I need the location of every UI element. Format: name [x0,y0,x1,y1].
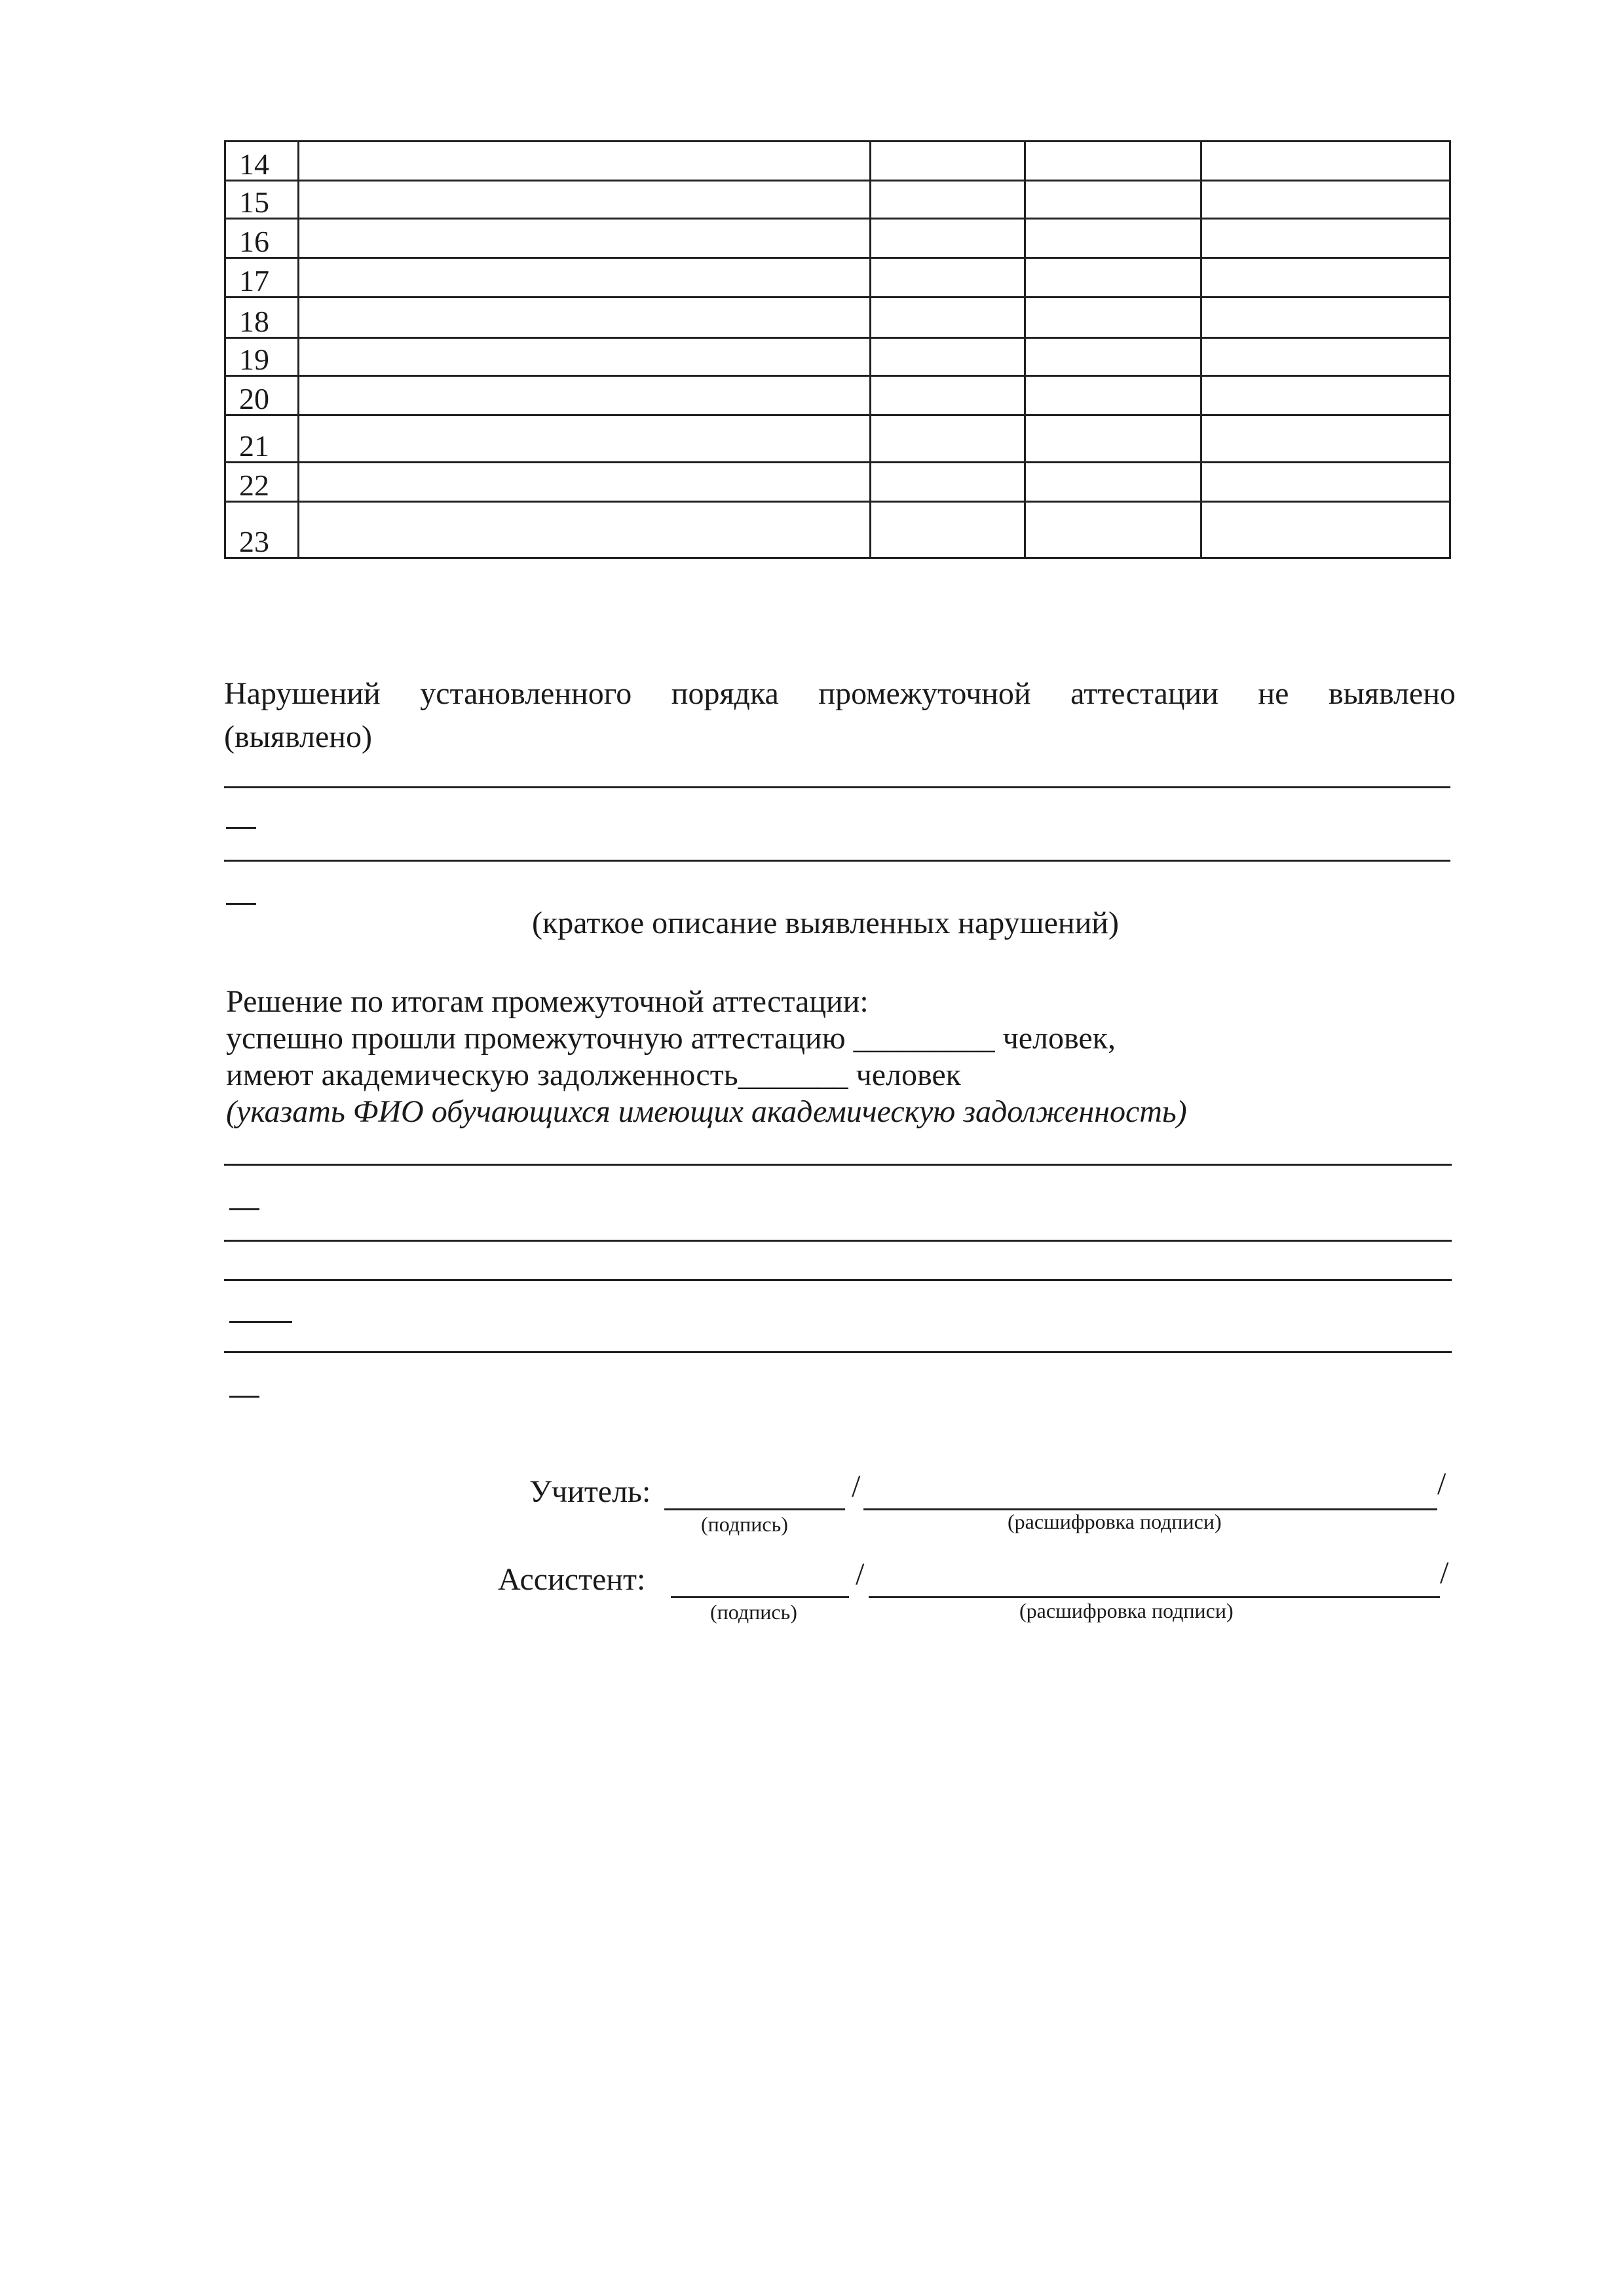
table-cell [1025,297,1201,338]
assistant-label: Ассистент: [498,1562,646,1597]
table-cell [1025,463,1201,502]
table-cell [299,142,871,181]
signature-caption: (подпись) [710,1600,797,1624]
table-cell [299,219,871,258]
table-cell [1025,258,1201,297]
row-number: 18 [225,297,299,338]
table-row [225,219,1450,258]
table-row [225,142,1450,181]
table-cell [1201,463,1450,502]
fill-line-tail [226,903,256,905]
table-row [225,338,1450,376]
table-cell [871,415,1025,463]
violations-caption: (краткое описание выявленных нарушений) [532,906,1119,940]
table-cell [1025,181,1201,219]
student-table [224,140,1451,559]
row-number: 16 [225,219,299,258]
row-number: 20 [225,376,299,415]
table-row [225,297,1450,338]
table-cell [871,376,1025,415]
row-number: 22 [225,463,299,502]
table-cell [871,258,1025,297]
table-cell [1201,258,1450,297]
violations-word: Нарушений [224,676,381,711]
table-cell [299,181,871,219]
table-row [225,463,1450,502]
table-cell [1025,338,1201,376]
table-cell [1025,376,1201,415]
decoding-caption: (расшифровка подписи) [1008,1510,1222,1533]
fill-line [224,1351,1452,1353]
fill-line [224,1240,1452,1242]
table-cell [871,338,1025,376]
violations-word: порядка [671,676,779,711]
assistant-signature-line [671,1596,849,1598]
decision-note: (указать ФИО обучающихся имеющих академическую задолженность) [226,1094,1187,1129]
row-number: 23 [225,502,299,558]
row-number: 14 [225,142,299,181]
violations-word: аттестации [1070,676,1218,711]
table-cell [1201,219,1450,258]
table-cell [1201,338,1450,376]
fill-line [224,1279,1452,1281]
slash: / [1440,1556,1449,1590]
table-cell [1201,376,1450,415]
table-cell [1201,181,1450,219]
table-row [225,502,1450,558]
fill-line [224,860,1450,862]
slash: / [1437,1466,1446,1501]
decision-debt: имеют академическую задолженность_______ человек [226,1058,961,1092]
violations-statement [224,675,1456,713]
table-cell [1025,219,1201,258]
teacher-signature-line [664,1508,845,1510]
slash: / [852,1469,861,1504]
table-row [225,376,1450,415]
row-number: 15 [225,181,299,219]
table-cell [299,463,871,502]
violations-word: промежуточной [818,676,1031,711]
table-cell [871,219,1025,258]
table-cell [1201,297,1450,338]
assistant-decoding-line [869,1596,1440,1598]
table-cell [1201,415,1450,463]
table-cell [299,415,871,463]
fill-line-tail [229,1208,259,1210]
fill-line-tail [229,1396,259,1398]
slash: / [856,1557,865,1592]
table-row [225,181,1450,219]
row-number: 21 [225,415,299,463]
table-cell [871,181,1025,219]
table-cell [1201,142,1450,181]
violations-line2: (выявлено) [224,719,372,754]
teacher-label: Учитель: [529,1474,651,1509]
decoding-caption: (расшифровка подписи) [1019,1599,1234,1622]
decision-heading: Решение по итогам промежуточной аттестации: [226,984,869,1019]
fill-line [224,786,1450,788]
table-cell [871,463,1025,502]
table-cell [299,376,871,415]
table-cell [299,502,871,558]
table-cell [871,142,1025,181]
table-cell [871,502,1025,558]
row-number: 19 [225,338,299,376]
violations-word: установленного [420,676,632,711]
fill-line [224,1164,1452,1166]
row-number: 17 [225,258,299,297]
table-cell [299,258,871,297]
table-row [225,415,1450,463]
decision-passed: успешно прошли промежуточную аттестацию _________ человек, [226,1021,1116,1056]
table-cell [1025,142,1201,181]
fill-line-tail [229,1321,292,1323]
table-cell [1025,415,1201,463]
signature-caption: (подпись) [701,1512,788,1536]
table-cell [1201,502,1450,558]
table-cell [299,297,871,338]
table-cell [871,297,1025,338]
table-row [225,258,1450,297]
violations-word: выявлено [1328,676,1456,711]
violations-word: не [1258,676,1289,711]
table-cell [299,338,871,376]
fill-line-tail [226,827,256,829]
table-cell [1025,502,1201,558]
